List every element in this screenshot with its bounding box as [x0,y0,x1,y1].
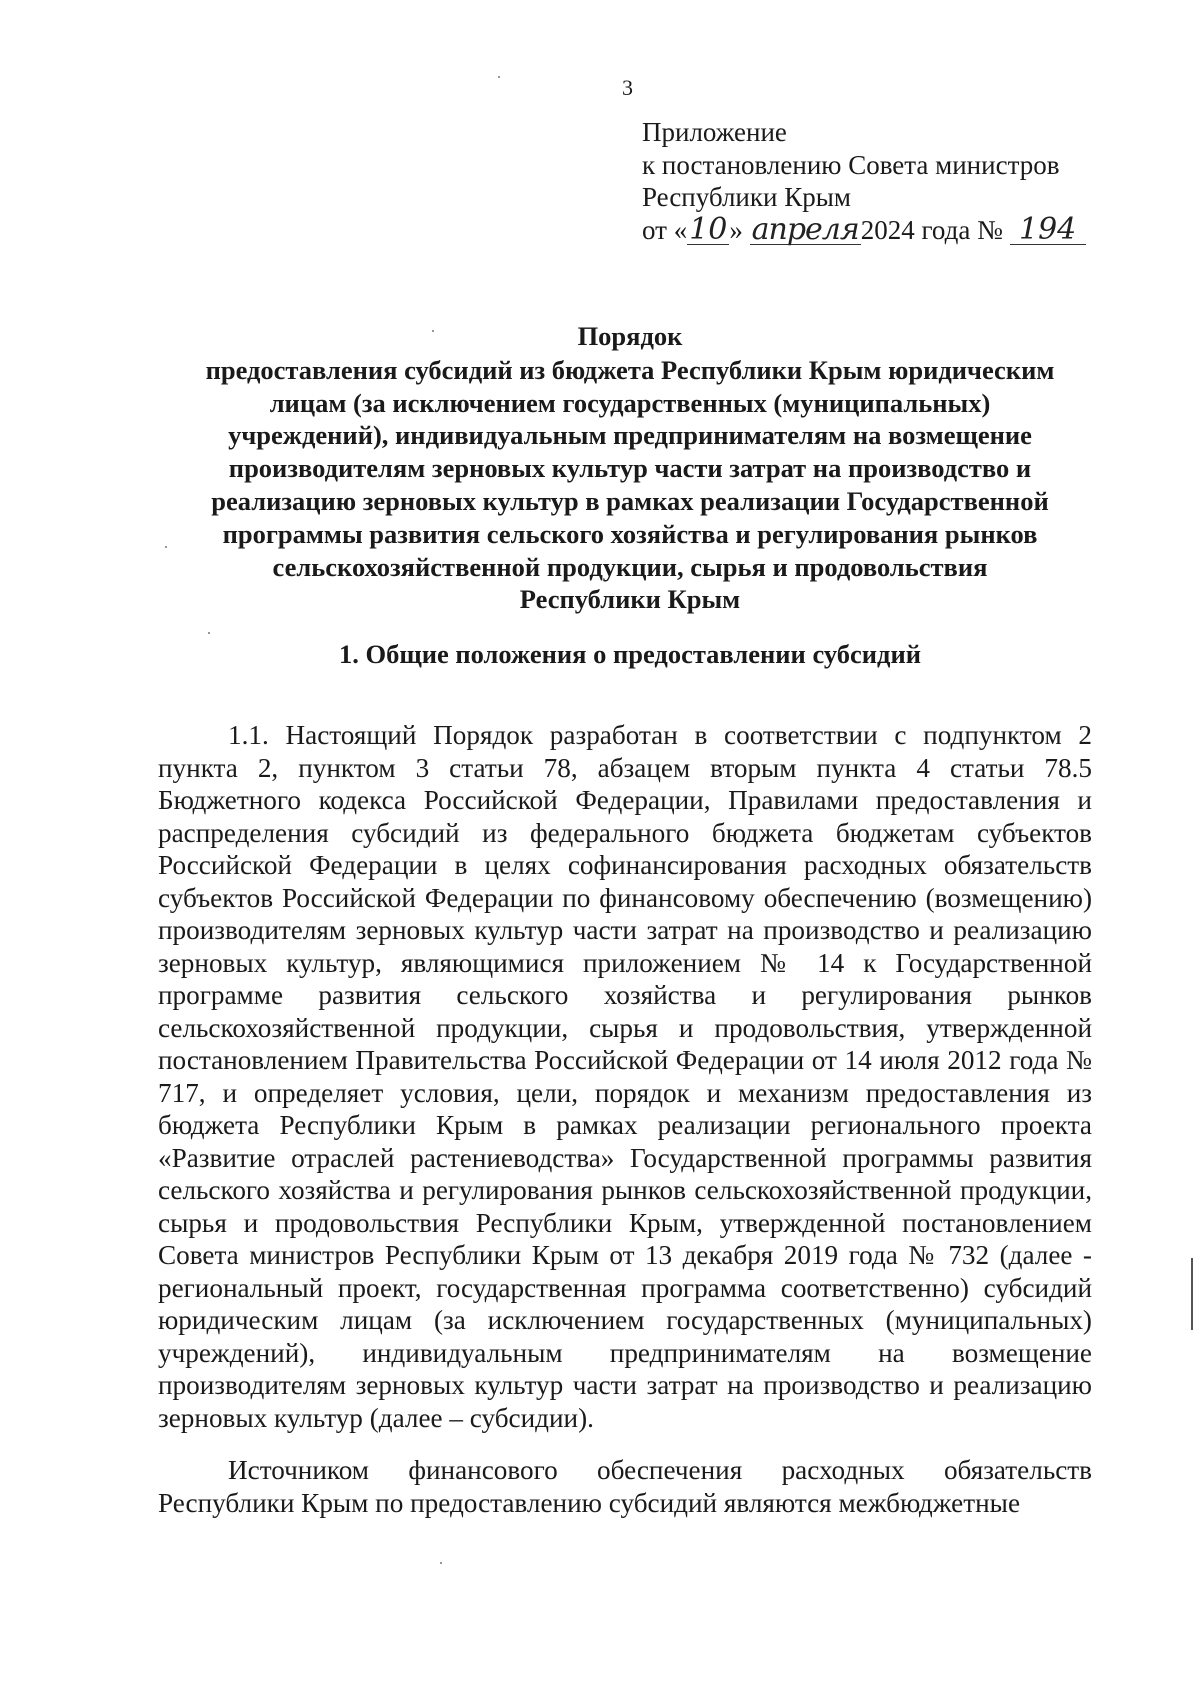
scan-margin-mark [1191,1258,1193,1330]
title-line: предоставления субсидий из бюджета Республики Крым юридическим [205,354,1055,385]
date-year-text: 2024 года № [860,214,1003,245]
section-heading: 1. Общие положения о предоставлении субсидий [338,639,921,669]
paragraph-1-1: 1.1. Настоящий Порядок разработан в соответствии с подпунктом 2 пункта 2, пунктом 3 статьи 78, абзацем вторым пункта 4 статьи 78.5 Бюджетного кодекса Российской Федерации, Правилами предоставления и распределения субсидий из федерального бюджета бюджетам субъектов Российской Федерации в целях софинансирования расходных обязательств субъектов Российской Федерации по финансовому обеспечению (возмещению) производителям зерновых культур части затрат на производство и реализацию зерновых культур, являющимися приложением № 14 к Государственной программе развития сельского хозяйства и регулирования рынков сельскохозяйственной продукции, сырья и продовольствия, утвержденной постановлением Правительства Российской Федерации от 14 июля 2012 года № 717, и определяет условия, цели, порядок и механизм предоставления из бюджета Республики Крым в рамках реализации регионального проекта «Развитие отраслей растениеводства» Государственной программы развития сельского хозяйства и регулирования рынков сельскохозяйственной продукции, сырья и продовольствия Республики Крым, утвержденной постановлением Совета министров Республики Крым от 13 декабря 2019 года № 732 (далее - региональный проект, государственная программа соответственно) субсидий юридическим лицам (за исключением государственных (муниципальных) учреждений), индивидуальным предпринимателям на возмещение производителям зерновых культур части затрат на производство и реализацию зерновых культур (далее – субсидии). [158,720,1092,1433]
date-prefix: от « [642,214,688,245]
document-title: Порядок [577,321,683,351]
title-line: лицам (за исключением государственных (муниципальных) [269,387,991,418]
approval-line-resolution: к постановлению Совета министров [642,149,1060,180]
title-line: Республики Крым [519,584,741,615]
approval-line-republic: Республики Крым [642,182,851,212]
document-title-block [160,320,1100,616]
title-line: реализацию зерновых культур в рамках реализации Государственной [211,485,1049,516]
approval-line-appendix: Приложение [642,117,787,147]
scan-speck [165,546,167,548]
title-line: сельскохозяйственной продукции, сырья и продовольствия [272,551,988,582]
scan-speck [498,76,500,78]
approval-date-line [642,211,1086,247]
title-line: программы развития сельского хозяйства и регулирования рынков [222,518,1038,549]
page-number: 3 [622,75,633,100]
scan-speck [440,1562,442,1564]
scan-speck [432,330,434,332]
handwritten-number: 194 [1010,216,1086,245]
title-line: учреждений), индивидуальным предпринимателям на возмещение [228,420,1032,451]
handwritten-day: 10 [689,211,728,247]
handwritten-month: апреля [751,211,859,247]
date-day-close: » [729,214,743,245]
body-text [158,719,1092,1519]
title-line: производителям зерновых культур части затрат на производство и [228,453,1032,484]
approval-block [642,116,1086,246]
scan-speck [208,632,210,634]
paragraph-funding-source: Источником финансового обеспечения расходных обязательств Республики Крым по предоставлению субсидий являются межбюджетные [158,1455,1092,1518]
